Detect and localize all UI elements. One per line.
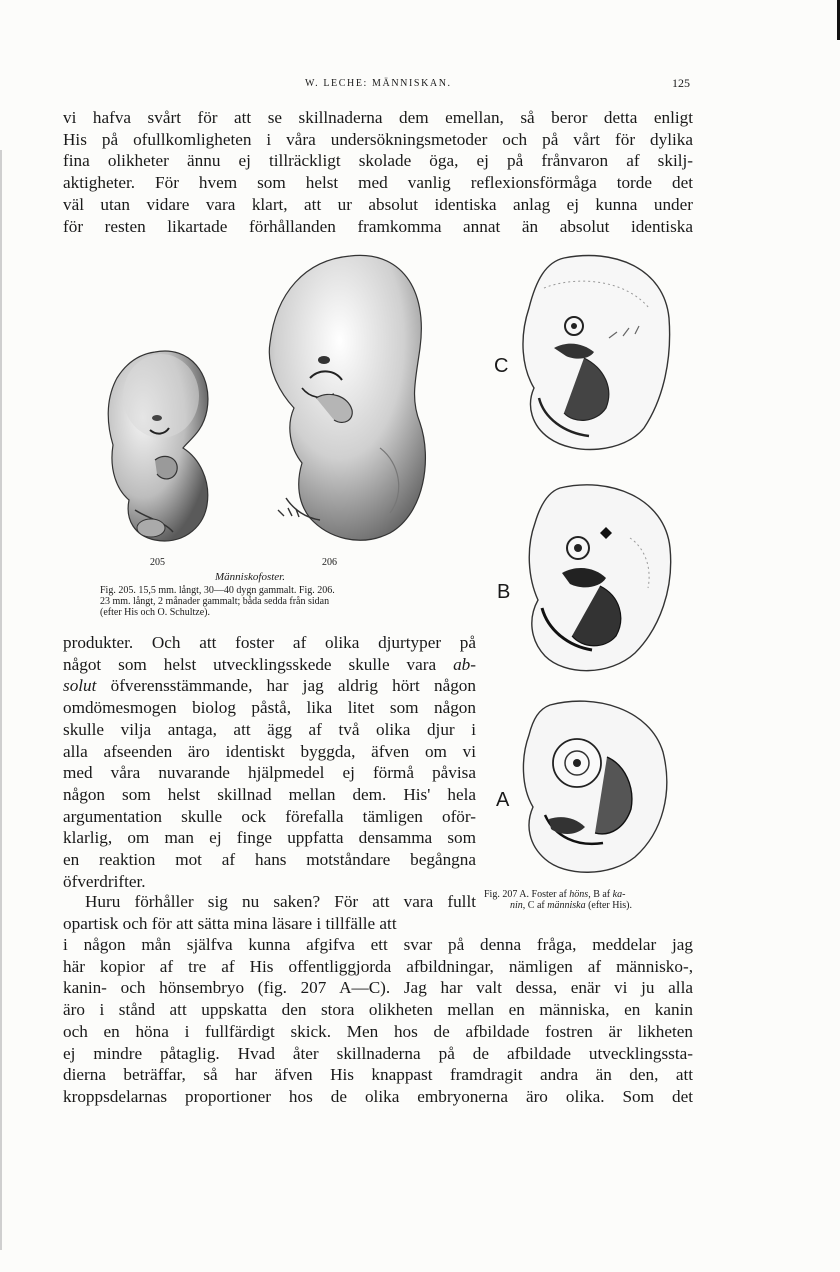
- text-line: fina olikheter ännu ej tillräckligt skolade öga, ej på frånvaron af skilj-: [63, 151, 693, 171]
- embryo-206-illustration: [250, 248, 450, 548]
- embryo-207a-illustration: [515, 697, 675, 877]
- caption-segment: , C af: [522, 900, 548, 911]
- paragraph-bottom-start: [63, 891, 476, 934]
- text-line: med våra nuvarande hjälpmedel ej förmå påvisa: [63, 763, 476, 783]
- text-line: dierna beträffar, så har äfven His knappast framdragit andra än den, att: [63, 1065, 693, 1085]
- text-line: produkter. Och att foster af olika djurtyper på: [63, 633, 476, 652]
- text-line: väl utan vidare vara klart, att ur absolut identiska anlag ej kunna under: [63, 194, 693, 214]
- figure-title: Människofoster.: [215, 571, 285, 583]
- scan-edge-line: [0, 150, 2, 1250]
- text-line: skulle vilja antaga, att ägg af två olika djur i: [63, 719, 476, 739]
- text-line: för resten likartade förhållanden framkomma annat än absolut identiska: [63, 216, 693, 236]
- figure-number-206: 206: [322, 557, 337, 568]
- caption-italic: människa: [547, 900, 586, 911]
- text-line: en reaktion mot af hans motståndare begångna: [63, 850, 476, 870]
- text-line: i någon mån själfva kunna afgifva ett svar på denna fråga, meddelar jag: [63, 935, 693, 954]
- caption-line: [484, 900, 699, 911]
- caption-line: Fig. 205. 15,5 mm. långt, 30—40 dygn gammalt. Fig. 206.: [100, 585, 335, 596]
- text-line: alla afseenden äro identiskt byggda, äfven om vi: [63, 741, 476, 761]
- paragraph-middle: [63, 632, 476, 892]
- text-line: kroppsdelarnas proportioner hos de olika embryonerna äro olika. Som det: [63, 1086, 693, 1106]
- text-line: kanin- och hönsembryo (fig. 207 A—C). Jag har valt dessa, enär vi ju alla: [63, 978, 693, 998]
- figure-label-c: C: [494, 355, 509, 377]
- page-number: 125: [672, 76, 690, 90]
- caption-italic: ka-: [612, 889, 626, 900]
- text-line: klarlig, om man ej finge uppfatta densamma som: [63, 828, 476, 848]
- caption-segment: (efter His).: [585, 900, 632, 911]
- caption-italic: nin: [510, 900, 523, 911]
- caption-segment: , B af: [588, 889, 613, 900]
- text-line: äro i stånd att uppskatta den stora olikheten mellan en människa, en kanin: [63, 1000, 693, 1020]
- text-line: aktigheter. För hvem som helst med vanlig reflexionsförmåga torde det: [63, 173, 693, 193]
- text-line: omdömesmogen biolog påstå, lika litet som någon: [63, 698, 476, 718]
- text-line: argumentation skulle ock förefalla tämligen oför-: [63, 806, 476, 826]
- running-title: W. LECHE: MÄNNISKAN.: [305, 78, 452, 89]
- figure-number-205: 205: [150, 557, 165, 568]
- italic-segment: ab-: [453, 654, 476, 674]
- figure-207-caption: [484, 889, 699, 911]
- text-line: His på ofullkomligheten i våra undersökningsmetoder och på vårt för dylika: [63, 129, 693, 149]
- text-line: och en höna i fullfärdigt skick. Men hos de afbildade fostren är likheten: [63, 1021, 693, 1041]
- caption-line: (efter His och O. Schultze).: [100, 607, 210, 618]
- text-line: ej mindre påtaglig. Hvad åter skillnaderna på de afbildade utvecklingssta-: [63, 1043, 693, 1063]
- figure-label-a: A: [496, 789, 510, 811]
- text-segment: något som helst utvecklingsskede skulle vara: [63, 654, 437, 674]
- paragraph-bottom: [63, 934, 693, 1108]
- caption-line: 23 mm. långt, 2 månader gammalt; båda sedda från sidan: [100, 596, 330, 607]
- italic-segment: solut: [63, 676, 97, 696]
- text-segment: öfverensstämmande, har jag aldrig hört någon: [96, 676, 476, 696]
- text-line: opartisk och för att sätta mina läsare i tillfälle att: [63, 913, 397, 933]
- paragraph-top: [63, 107, 693, 237]
- embryo-207c-illustration: [514, 248, 674, 458]
- embryo-205-illustration: [95, 340, 245, 550]
- figure-205-206-caption: [100, 585, 450, 618]
- text-line: [63, 675, 476, 697]
- text-line: [63, 654, 476, 676]
- caption-line: [484, 889, 699, 900]
- text-line: här kopior af tre af His offentliggjorda afbildningar, nämligen af människo-,: [63, 956, 693, 976]
- text-line: någon som helst skillnad mellan dem. His' hela: [63, 784, 476, 804]
- text-line: öfverdrifter.: [63, 871, 146, 891]
- figure-label-b: B: [497, 581, 511, 603]
- caption-segment: Fig. 207 A. Foster af: [484, 889, 570, 900]
- text-line: Huru förhåller sig nu saken? För att vara fullt: [85, 892, 476, 911]
- caption-italic: höns: [569, 889, 589, 900]
- running-head: [60, 78, 690, 92]
- text-line: vi hafva svårt för att se skillnaderna dem emellan, så beror detta enligt: [63, 108, 693, 127]
- embryo-207b-illustration: [520, 478, 680, 678]
